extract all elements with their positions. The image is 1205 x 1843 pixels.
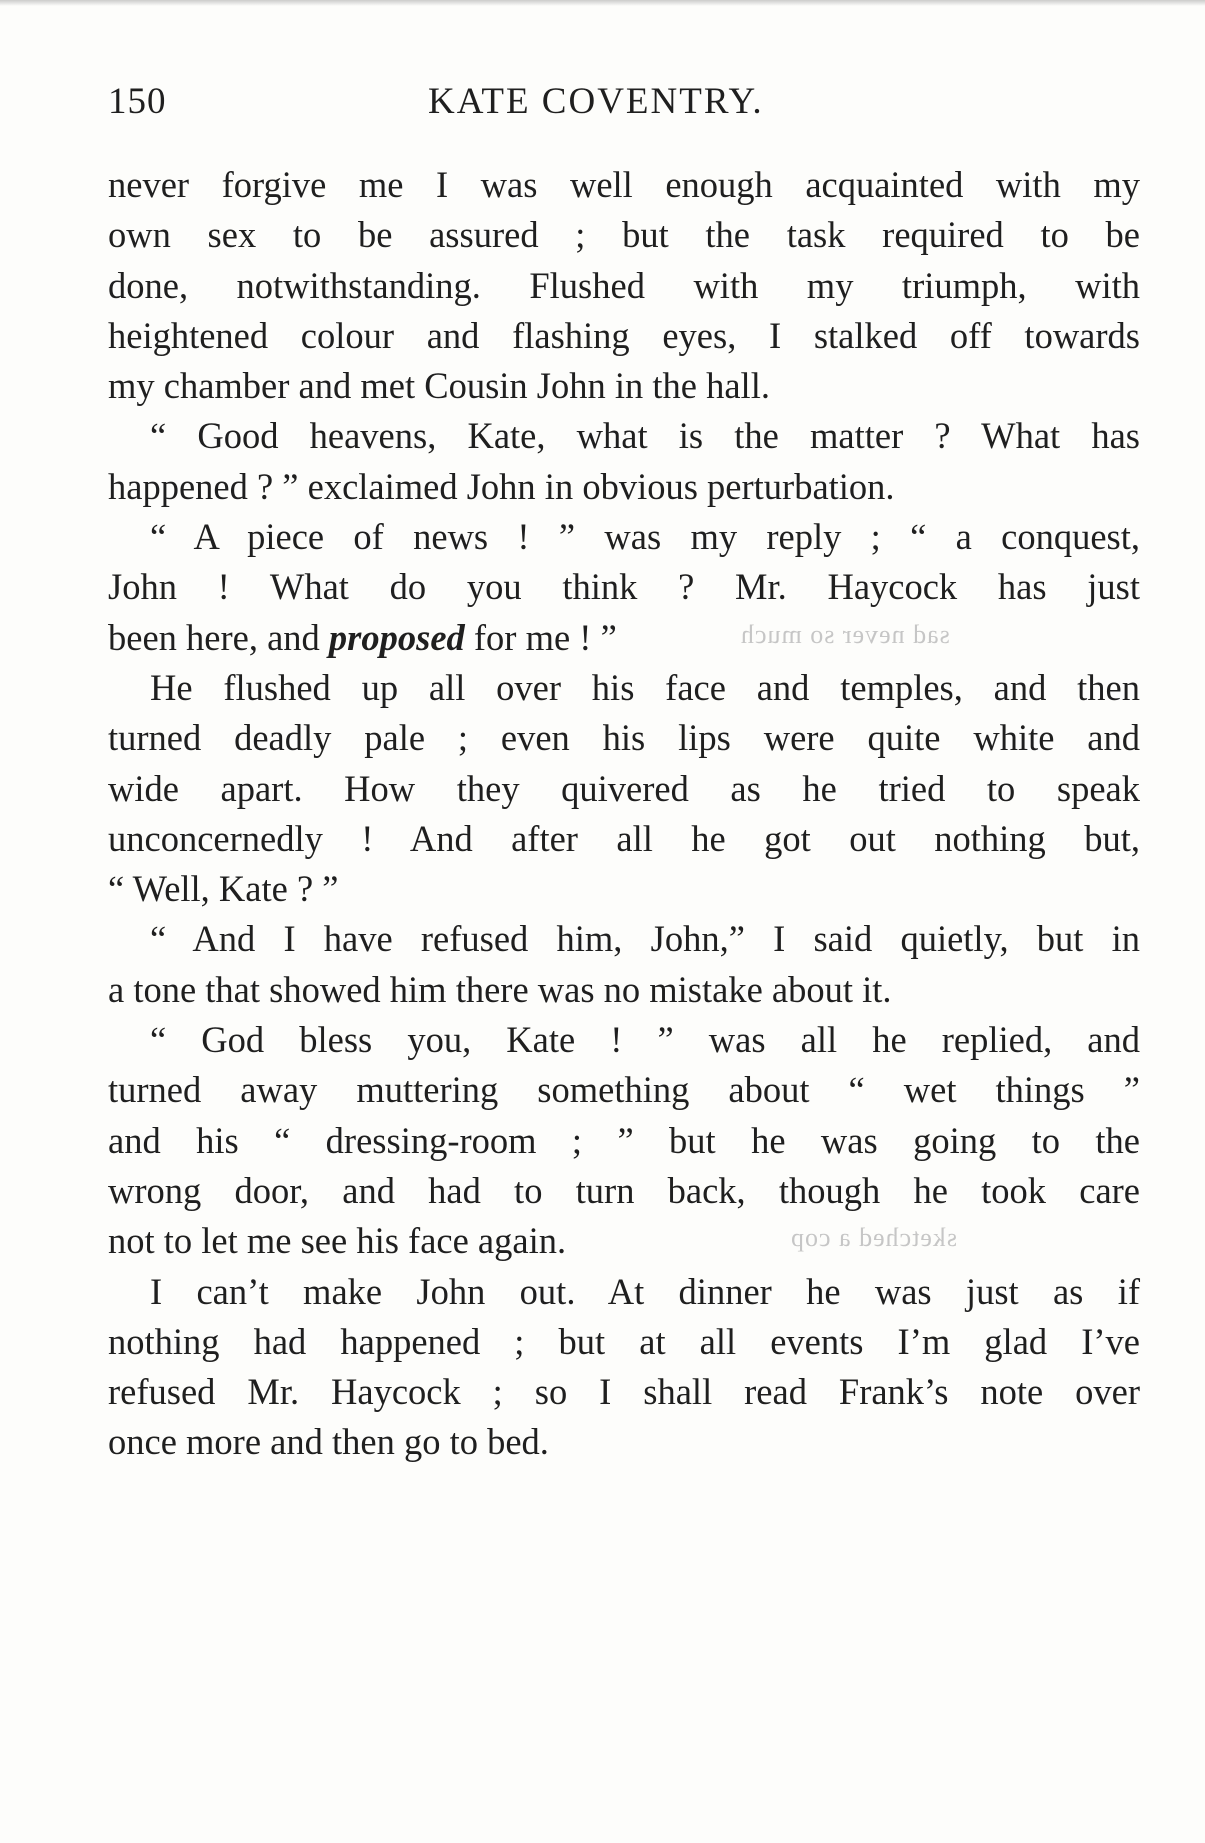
text-line: heightened colour and flashing eyes, I stalked off towards bbox=[108, 314, 1140, 356]
text-line: nothing had happened ; but at all events I’m glad I’ve bbox=[108, 1320, 1140, 1362]
text-line: done, notwithstanding. Flushed with my triumph, with bbox=[108, 264, 1140, 306]
running-title: KATE COVENTRY. bbox=[428, 81, 764, 122]
text-line: turned away muttering something about “ wet things ” bbox=[108, 1069, 1140, 1111]
text-line: “ Well, Kate ? ” bbox=[108, 868, 339, 910]
text-line: happened ? ” exclaimed John in obvious perturbation. bbox=[108, 465, 895, 507]
text-line: wrong door, and had to turn back, though he took care bbox=[108, 1169, 1140, 1211]
text-line bbox=[108, 613, 1140, 663]
text-line: my chamber and met Cousin John in the hall. bbox=[108, 365, 770, 407]
text-line: I can’t make John out. At dinner he was just as if bbox=[150, 1270, 1140, 1312]
text-line: “ Good heavens, Kate, what is the matter ? What has bbox=[150, 415, 1140, 457]
text-line: a tone that showed him there was no mistake about it. bbox=[108, 968, 892, 1010]
text-line: once more and then go to bed. bbox=[108, 1421, 549, 1463]
running-head bbox=[108, 80, 1138, 130]
bleed-through-text: sketched a cop bbox=[790, 1223, 958, 1252]
text-line: turned deadly pale ; even his lips were quite white and bbox=[108, 717, 1140, 759]
text-line: “ And I have refused him, John,” I said quietly, but in bbox=[150, 918, 1140, 960]
text-line: never forgive me I was well enough acquainted with my bbox=[108, 164, 1140, 205]
text-line: “ God bless you, Kate ! ” was all he replied, and bbox=[150, 1019, 1140, 1061]
text-line: wide apart. How they quivered as he tried to speak bbox=[108, 767, 1140, 809]
body-text bbox=[108, 160, 1140, 1468]
text-line: refused Mr. Haycock ; so I shall read Frank’s note over bbox=[108, 1371, 1140, 1413]
text-segment: been here, and bbox=[108, 616, 329, 658]
text-line: not to let me see his face again. bbox=[108, 1220, 567, 1262]
scan-edge bbox=[0, 0, 1205, 6]
text-line: John ! What do you think ? Mr. Haycock has just bbox=[108, 566, 1140, 608]
text-line: and his “ dressing-room ; ” but he was going to the bbox=[108, 1119, 1140, 1161]
italic-word: proposed bbox=[328, 616, 465, 658]
page-number: 150 bbox=[108, 81, 167, 122]
text-line: own sex to be assured ; but the task required to be bbox=[108, 214, 1140, 256]
text-segment: for me ! ” bbox=[464, 616, 617, 658]
text-line: “ A piece of news ! ” was my reply ; “ a conquest, bbox=[150, 516, 1140, 558]
text-line: He flushed up all over his face and temples, and then bbox=[150, 666, 1140, 708]
bleed-through-text: sad never so much bbox=[740, 620, 950, 649]
text-line: unconcernedly ! And after all he got out nothing but, bbox=[108, 817, 1140, 859]
